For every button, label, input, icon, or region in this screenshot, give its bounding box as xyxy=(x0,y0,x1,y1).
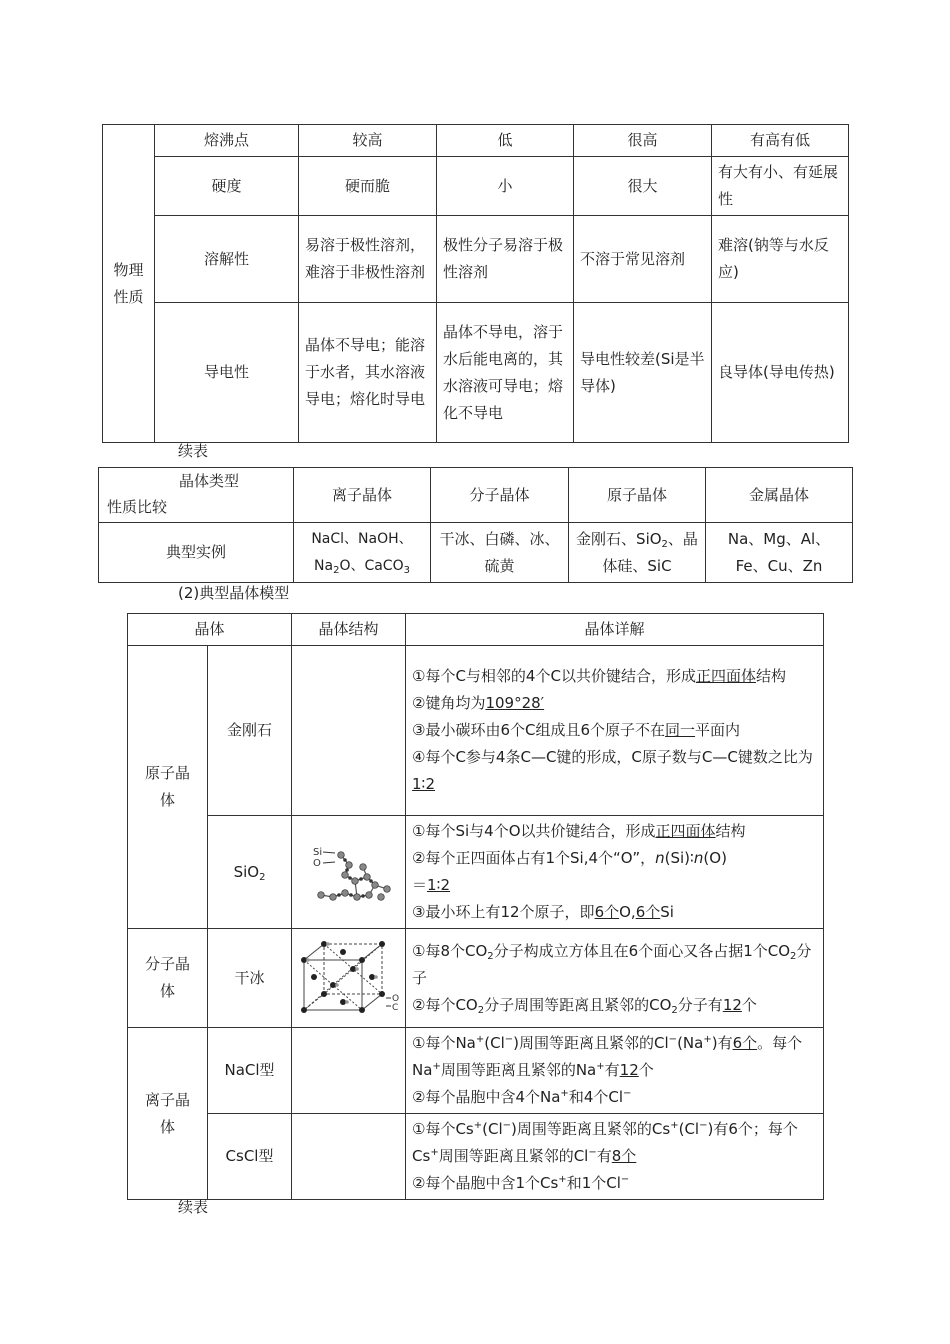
table-cell: 有高有低 xyxy=(712,125,849,157)
physical-properties-table xyxy=(102,124,849,443)
detail-cell: ①每个Cs+(Cl−)周围等距离且紧邻的Cs+(Cl−)有6个；每个Cs+周围等距离且紧邻的Cl−有8个 ②每个晶胞中含1个Cs+和1个Cl− xyxy=(406,1114,824,1200)
crystal-name: SiO$_2$ xyxy=(208,816,292,929)
table-cell: 易溶于极性溶剂，难溶于非极性溶剂 xyxy=(299,216,437,303)
group-label: 离子晶体 xyxy=(128,1028,208,1200)
o-label: O xyxy=(312,858,321,869)
column-header: 金属晶体 xyxy=(706,468,853,523)
structure-image-empty xyxy=(292,1114,406,1200)
row-label: 典型实例 xyxy=(99,523,294,583)
row-label: 硬度 xyxy=(155,157,299,216)
row-label: 导电性 xyxy=(155,303,299,443)
column-header: 晶体 xyxy=(128,614,292,646)
table-cell: 导电性较差(Si是半导体) xyxy=(574,303,712,443)
dry-ice-structure-image xyxy=(294,938,404,1018)
row-label: 溶解性 xyxy=(155,216,299,303)
header-top: 晶体类型 xyxy=(179,472,240,490)
header-bottom: 性质比较 xyxy=(107,498,168,516)
diagonal-header xyxy=(99,468,294,523)
table-cell: 难溶(钠等与水反应) xyxy=(712,216,849,303)
detail-cell: ①每8个$CO_2$分子构成立方体且在6个面心又各占据1个$CO_2$分子 ②每个$CO_2$分子周围等距离且紧邻的$CO_2$分子有12个 xyxy=(406,929,824,1028)
column-header: 原子晶体 xyxy=(569,468,706,523)
table-cell: 很高 xyxy=(574,125,712,157)
structure-image-empty xyxy=(292,646,406,816)
detail-cell: ①每个C与相邻的4个C以共价键结合，形成正四面体结构 ②键角均为109°28′ ③最小碳环由6个C组成且6个原子不在同一平面内 ④每个C参与4条C—C键的形成，C原子数与C—C键数之比为1∶2 xyxy=(406,646,824,816)
group-label: 分子晶体 xyxy=(128,929,208,1028)
group-label: 原子晶体 xyxy=(128,646,208,929)
o-label: O xyxy=(391,994,399,1004)
sio2-structure-cell xyxy=(292,816,406,929)
column-header: 晶体详解 xyxy=(406,614,824,646)
table-cell: 晶体不导电；能溶于水者，其水溶液导电；熔化时导电 xyxy=(299,303,437,443)
crystal-name: 金刚石 xyxy=(208,646,292,816)
detail-cell: ①每个Na+(Cl−)周围等距离且紧邻的Cl−(Na+)有6个。每个Na+周围等距离且紧邻的Na+有12个 ②每个晶胞中含4个Na+和4个Cl− xyxy=(406,1028,824,1114)
column-header: 分子晶体 xyxy=(431,468,569,523)
column-header: 离子晶体 xyxy=(294,468,431,523)
structure-image-empty xyxy=(292,1028,406,1114)
table-cell: 干冰、白磷、冰、硫黄 xyxy=(431,523,569,583)
continued-label: 续表 xyxy=(178,1198,209,1216)
table-cell: NaCl、NaOH、$Na_2O$、CaCO$_3$ xyxy=(294,523,431,583)
dry-ice-structure-cell xyxy=(292,929,406,1028)
table-cell: 硬而脆 xyxy=(299,157,437,216)
c-label: C xyxy=(391,1003,398,1013)
row-group-label: 物理性质 xyxy=(103,125,155,443)
detail-cell: ①每个Si与4个O以共价键结合，形成正四面体结构 ②每个正四面体占有1个Si,4个“O”，n(Si)∶n(O) ＝1∶2 ③最小环上有12个原子，即6个O,6个Si xyxy=(406,816,824,929)
sio2-structure-image xyxy=(297,833,401,911)
table-cell: 金刚石、SiO$_2$、晶体硅、SiC xyxy=(569,523,706,583)
si-label: Si xyxy=(312,847,322,858)
table-cell: 不溶于常见溶剂 xyxy=(574,216,712,303)
table-cell: 极性分子易溶于极性溶剂 xyxy=(437,216,574,303)
crystal-name: 干冰 xyxy=(208,929,292,1028)
row-label: 熔沸点 xyxy=(155,125,299,157)
table-cell: 良导体(导电传热) xyxy=(712,303,849,443)
table-cell: 较高 xyxy=(299,125,437,157)
column-header: 晶体结构 xyxy=(292,614,406,646)
crystal-name: CsCl型 xyxy=(208,1114,292,1200)
table-cell: 小 xyxy=(437,157,574,216)
table-cell: 很大 xyxy=(574,157,712,216)
section-title: (2)典型晶体模型 xyxy=(178,584,290,602)
crystal-model-table xyxy=(127,613,824,1200)
table-cell: 晶体不导电，溶于水后能电离的，其水溶液可导电；熔化不导电 xyxy=(437,303,574,443)
table-cell: Na、Mg、Al、Fe、Cu、Zn xyxy=(706,523,853,583)
crystal-examples-table xyxy=(98,467,853,583)
continued-label: 续表 xyxy=(178,442,209,460)
table-cell: 有大有小、有延展性 xyxy=(712,157,849,216)
table-cell: 低 xyxy=(437,125,574,157)
crystal-name: NaCl型 xyxy=(208,1028,292,1114)
